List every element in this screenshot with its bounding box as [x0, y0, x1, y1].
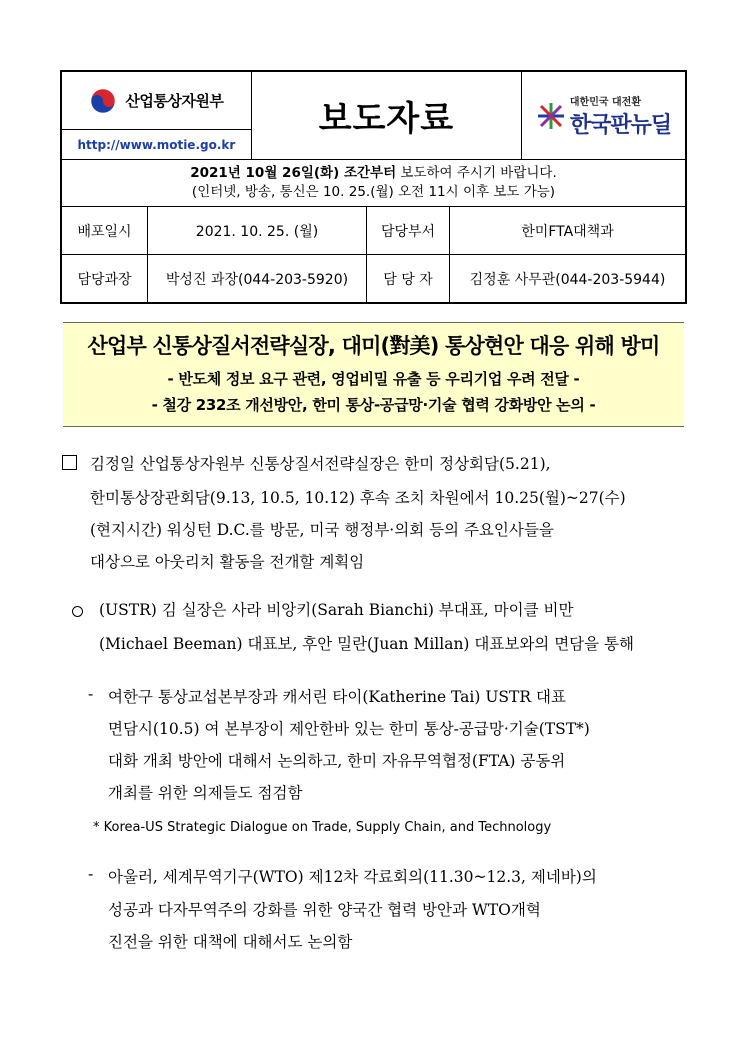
paragraph-1-line-1: 김정일 산업통상자원부 신통상질서전략실장은 한미 정상회담(5.21),: [90, 455, 551, 473]
embargo-row: [62, 160, 685, 207]
contact-row: [62, 255, 685, 302]
subheadline-1: - 반도체 정보 요구 관련, 영업비밀 유출 등 우리기업 우려 전달 -: [167, 370, 580, 388]
date-label: 배포일시: [62, 207, 148, 254]
headline: 산업부 신통상질서전략실장, 대미(對美) 통상현안 대응 위해 방미: [87, 334, 660, 358]
new-deal-tagline: 대한민국 대전환: [569, 96, 641, 108]
new-deal-title: 한국판뉴딜: [569, 112, 672, 138]
paragraph-2-line-2: (Michael Beeman) 대표보, 후안 밀란(Juan Millan) 대표보와의 면담을 통해: [99, 635, 634, 653]
ministry-url-link[interactable]: http://www.motie.go.kr: [77, 137, 236, 152]
paragraph-4-line-3: 진전을 위한 대책에 대해서도 논의함: [108, 933, 353, 951]
embargo-instruction: 보도하여 주시기 바랍니다.: [396, 165, 557, 181]
person-label: 담 당 자: [367, 255, 450, 302]
press-release-header-table: [60, 70, 687, 304]
square-bullet-icon: [62, 455, 77, 473]
paragraph-3-line-3: 대화 개최 방안에 대해서 논의하고, 한미 자유무역협정(FTA) 공동위: [108, 752, 566, 770]
paragraph-3-line-2: 면담시(10.5) 여 본부장이 제안한바 있는 한미 통상-공급망·기술(TST*): [108, 720, 590, 738]
ministry-logo-cell: [62, 72, 252, 159]
manager-label: 담당과장: [62, 255, 148, 302]
subheadline-2: - 철강 232조 개선방안, 한미 통상-공급망·기술 협력 강화방안 논의 -: [151, 396, 596, 414]
footnote: * Korea-US Strategic Dialogue on Trade, Supply Chain, and Technology: [93, 820, 552, 835]
korean-new-deal-logo: [522, 72, 685, 159]
paragraph-3-line-1: 여한구 통상교섭본부장과 캐서린 타이(Katherine Tai) USTR 대표: [108, 688, 566, 706]
embargo-line-2: (인터넷, 방송, 통신은 10. 25.(월) 오전 11시 이후 보도 가능): [191, 184, 556, 200]
circle-bullet-icon: [72, 604, 83, 622]
date-value: 2021. 10. 25. (월): [148, 207, 367, 254]
paragraph-1-line-2: 한미통상장관회담(9.13, 10.5, 10.12) 후속 조치 차원에서 10.25(월)~27(수): [90, 489, 626, 507]
paragraph-3-line-4: 개최를 위한 의제들도 점검함: [108, 784, 303, 802]
person-value: 김정훈 사무관(044-203-5944): [469, 271, 666, 288]
embargo-line-1: [190, 164, 557, 183]
ministry-logo: [62, 72, 251, 130]
dash-bullet-1: -: [88, 685, 94, 703]
paragraph-4-line-2: 성공과 다자무역주의 강화를 위한 양국간 협력 방안과 WTO개혁: [108, 901, 541, 919]
new-deal-star-icon: [536, 101, 566, 131]
paragraph-1-line-4: 대상으로 아웃리치 활동을 전개할 계획임: [90, 553, 365, 571]
taegeuk-emblem-icon: [89, 87, 117, 115]
header-top-row: [62, 72, 685, 160]
dept-label: 담당부서: [367, 207, 450, 254]
manager-value: 박성진 과장(044-203-5920): [148, 255, 367, 302]
paragraph-4-line-1: 아울러, 세계무역기구(WTO) 제12차 각료회의(11.30~12.3, 제네바)의: [108, 868, 597, 886]
dash-bullet-2: -: [88, 865, 94, 883]
ministry-name: 산업통상자원부: [125, 92, 224, 110]
paragraph-2-line-1: (USTR) 김 실장은 사라 비앙키(Sarah Bianchi) 부대표, 마이클 비만: [99, 601, 574, 619]
headline-banner: [63, 322, 684, 427]
embargo-date: 2021년 10월 26일(화) 조간부터: [190, 165, 397, 181]
paragraph-1-line-3: (현지시간) 워싱턴 D.C.를 방문, 미국 행정부·의회 등의 주요인사들을: [90, 521, 554, 539]
document-title: 보도자료: [252, 72, 522, 159]
dept-value: 한미FTA대책과: [521, 223, 614, 240]
distribution-row: [62, 207, 685, 255]
